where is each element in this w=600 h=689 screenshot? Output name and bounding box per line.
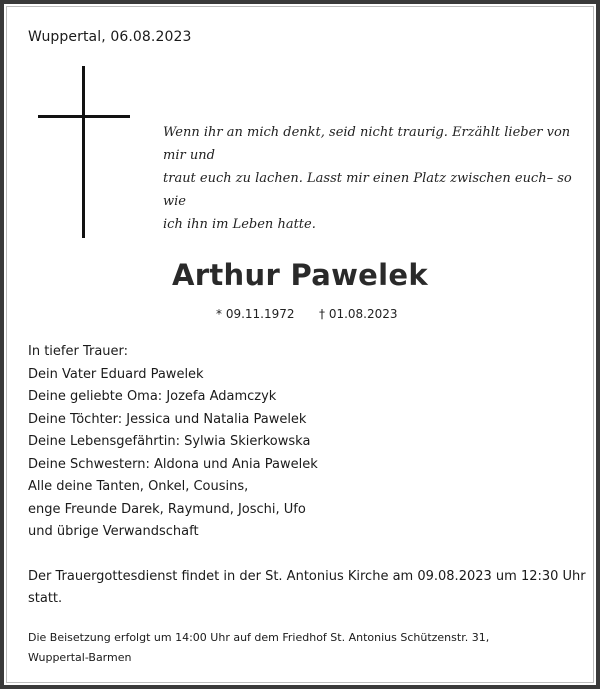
mourner-line: Deine Lebensgefährtin: Sylwia Skierkowska [28, 434, 311, 449]
mourner-line: Dein Vater Eduard Pawelek [28, 366, 204, 382]
mourner-line: und übrige Verwandschaft [28, 524, 199, 539]
memorial-quote [163, 121, 588, 236]
mourner-line: Deine Schwestern: Aldona und Ania Pawelek [28, 456, 318, 472]
mourner-line: enge Freunde Darek, Raymund, Joschi, Ufo [28, 501, 306, 517]
mourner-line: Deine geliebte Oma: Jozefa Adamczyk [28, 389, 277, 404]
birth-date: * 09.11.1972 [216, 307, 295, 321]
cross-icon [38, 66, 130, 239]
burial-line: Wuppertal-Barmen [28, 651, 132, 664]
quote-line: traut euch zu lachen. Lasst mir einen Platz zwischen euch– so wie [163, 171, 572, 209]
place-date: Wuppertal, 06.08.2023 [28, 29, 192, 45]
mourner-line: In tiefer Trauer: [28, 344, 129, 359]
mourner-line: Alle deine Tanten, Onkel, Cousins, [28, 479, 249, 494]
mourner-line: Deine Töchter: Jessica und Natalia Pawelek [28, 411, 307, 427]
death-date: † 01.08.2023 [319, 307, 398, 321]
burial-notice [28, 628, 588, 668]
service-notice: Der Trauergottesdienst findet in der St. Antonius Kirche am 09.08.2023 um 12:30 Uhr statt. [28, 569, 586, 606]
deceased-name: Arthur Pawelek [172, 258, 428, 292]
burial-line: Die Beisetzung erfolgt um 14:00 Uhr auf dem Friedhof St. Antonius Schützenstr. 31, [28, 631, 490, 644]
quote-line: ich ihn im Leben hatte. [163, 217, 316, 232]
quote-line: Wenn ihr an mich denkt, seid nicht traurig. Erzählt lieber von mir und [163, 125, 571, 163]
mourners-list [28, 341, 318, 544]
